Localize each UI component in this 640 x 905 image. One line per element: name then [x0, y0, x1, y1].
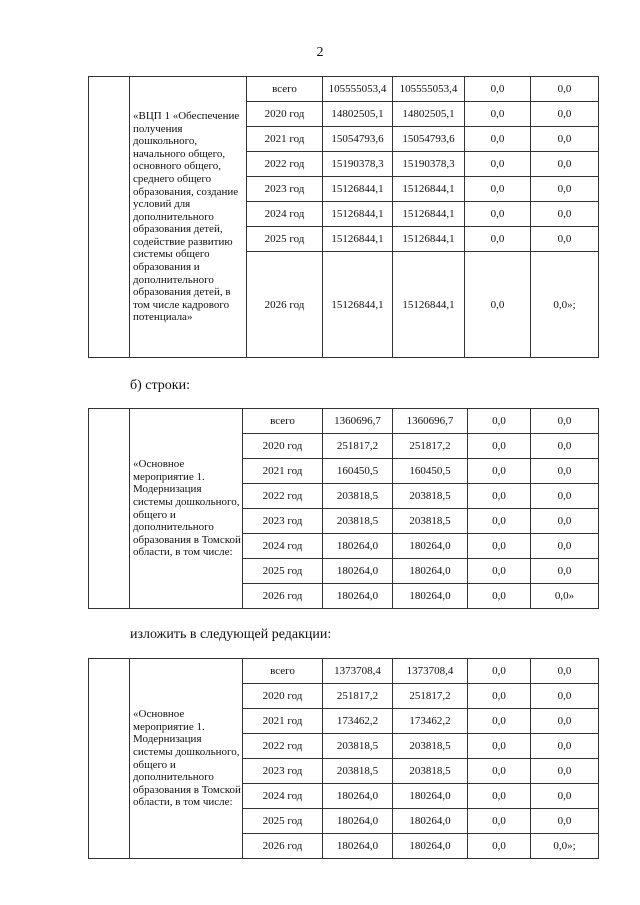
federal-budget-cell: 0,0 — [465, 177, 531, 202]
federal-budget-cell: 0,0 — [465, 152, 531, 177]
other-sources-cell: 0,0 — [531, 127, 599, 152]
federal-budget-cell: 0,0 — [468, 559, 531, 584]
budget-table-old-measure — [88, 408, 599, 609]
empty-cell — [89, 409, 130, 609]
regional-budget-cell: 14802505,1 — [393, 102, 465, 127]
budget-table-vcp1 — [88, 76, 599, 358]
federal-budget-cell: 0,0 — [465, 102, 531, 127]
total-cell: 180264,0 — [323, 834, 393, 859]
regional-budget-cell: 15126844,1 — [393, 202, 465, 227]
year-cell: 2022 год — [243, 734, 323, 759]
other-sources-cell: 0,0 — [531, 459, 599, 484]
total-cell: 251817,2 — [323, 434, 393, 459]
total-cell: 15190378,3 — [323, 152, 393, 177]
year-cell: 2026 год — [247, 252, 323, 358]
total-cell: 14802505,1 — [323, 102, 393, 127]
other-sources-cell: 0,0 — [531, 559, 599, 584]
other-sources-cell: 0,0 — [531, 709, 599, 734]
regional-budget-cell: 1360696,7 — [393, 409, 468, 434]
other-sources-cell: 0,0 — [531, 809, 599, 834]
year-cell: 2020 год — [247, 102, 323, 127]
year-cell: 2025 год — [243, 559, 323, 584]
other-sources-cell: 0,0»; — [531, 252, 599, 358]
year-cell: 2023 год — [243, 509, 323, 534]
regional-budget-cell: 160450,5 — [393, 459, 468, 484]
table-row — [89, 659, 599, 684]
other-sources-cell: 0,0 — [531, 202, 599, 227]
federal-budget-cell: 0,0 — [468, 484, 531, 509]
other-sources-cell: 0,0 — [531, 434, 599, 459]
regional-budget-cell: 203818,5 — [393, 509, 468, 534]
other-sources-cell: 0,0 — [531, 784, 599, 809]
regional-budget-cell: 15126844,1 — [393, 227, 465, 252]
total-cell: 15054793,6 — [323, 127, 393, 152]
regional-budget-cell: 251817,2 — [393, 434, 468, 459]
regional-budget-cell: 203818,5 — [393, 734, 468, 759]
other-sources-cell: 0,0 — [531, 659, 599, 684]
measure-name-cell: «Основное мероприятие 1. Модернизация системы дошкольного, общего и дополнительного образования в Томской области, в том числе: — [130, 409, 243, 609]
measure-name-cell: «Основное мероприятие 1. Модернизация системы дошкольного, общего и дополнительного образования в Томской области, в том числе: — [130, 659, 243, 859]
total-cell: 180264,0 — [323, 809, 393, 834]
federal-budget-cell: 0,0 — [465, 252, 531, 358]
regional-budget-cell: 15190378,3 — [393, 152, 465, 177]
other-sources-cell: 0,0 — [531, 484, 599, 509]
empty-cell — [89, 77, 130, 358]
budget-table-new-measure — [88, 658, 599, 859]
regional-budget-cell: 105555053,4 — [393, 77, 465, 102]
year-cell: 2025 год — [247, 227, 323, 252]
regional-budget-cell: 180264,0 — [393, 834, 468, 859]
total-cell: 160450,5 — [323, 459, 393, 484]
regional-budget-cell: 180264,0 — [393, 784, 468, 809]
federal-budget-cell: 0,0 — [468, 459, 531, 484]
federal-budget-cell: 0,0 — [468, 809, 531, 834]
replace-label: изложить в следующей редакции: — [130, 627, 332, 642]
total-cell: 15126844,1 — [323, 202, 393, 227]
federal-budget-cell: 0,0 — [468, 684, 531, 709]
federal-budget-cell: 0,0 — [468, 434, 531, 459]
other-sources-cell: 0,0 — [531, 734, 599, 759]
regional-budget-cell: 251817,2 — [393, 684, 468, 709]
federal-budget-cell: 0,0 — [468, 759, 531, 784]
total-cell: 203818,5 — [323, 759, 393, 784]
total-cell: 1373708,4 — [323, 659, 393, 684]
total-cell: 173462,2 — [323, 709, 393, 734]
year-cell: 2024 год — [247, 202, 323, 227]
table-row — [89, 77, 599, 102]
total-cell: 180264,0 — [323, 559, 393, 584]
federal-budget-cell: 0,0 — [468, 834, 531, 859]
year-cell: 2022 год — [247, 152, 323, 177]
year-cell: 2023 год — [243, 759, 323, 784]
federal-budget-cell: 0,0 — [468, 659, 531, 684]
year-cell: 2024 год — [243, 784, 323, 809]
regional-budget-cell: 1373708,4 — [393, 659, 468, 684]
other-sources-cell: 0,0» — [531, 584, 599, 609]
year-cell: всего — [247, 77, 323, 102]
other-sources-cell: 0,0 — [531, 102, 599, 127]
regional-budget-cell: 15054793,6 — [393, 127, 465, 152]
regional-budget-cell: 203818,5 — [393, 484, 468, 509]
federal-budget-cell: 0,0 — [468, 584, 531, 609]
year-cell: 2021 год — [247, 127, 323, 152]
federal-budget-cell: 0,0 — [465, 227, 531, 252]
other-sources-cell: 0,0»; — [531, 834, 599, 859]
year-cell: 2020 год — [243, 684, 323, 709]
federal-budget-cell: 0,0 — [468, 509, 531, 534]
total-cell: 1360696,7 — [323, 409, 393, 434]
regional-budget-cell: 180264,0 — [393, 559, 468, 584]
federal-budget-cell: 0,0 — [465, 127, 531, 152]
year-cell: 2026 год — [243, 834, 323, 859]
regional-budget-cell: 180264,0 — [393, 534, 468, 559]
other-sources-cell: 0,0 — [531, 227, 599, 252]
total-cell: 180264,0 — [323, 584, 393, 609]
year-cell: 2022 год — [243, 484, 323, 509]
total-cell: 15126844,1 — [323, 252, 393, 358]
regional-budget-cell: 180264,0 — [393, 809, 468, 834]
regional-budget-cell: 203818,5 — [393, 759, 468, 784]
total-cell: 203818,5 — [323, 734, 393, 759]
year-cell: 2021 год — [243, 709, 323, 734]
federal-budget-cell: 0,0 — [468, 709, 531, 734]
total-cell: 180264,0 — [323, 534, 393, 559]
year-cell: 2024 год — [243, 534, 323, 559]
federal-budget-cell: 0,0 — [468, 734, 531, 759]
other-sources-cell: 0,0 — [531, 409, 599, 434]
empty-cell — [89, 659, 130, 859]
total-cell: 180264,0 — [323, 784, 393, 809]
federal-budget-cell: 0,0 — [468, 409, 531, 434]
total-cell: 251817,2 — [323, 684, 393, 709]
other-sources-cell: 0,0 — [531, 684, 599, 709]
year-cell: 2020 год — [243, 434, 323, 459]
federal-budget-cell: 0,0 — [465, 77, 531, 102]
year-cell: 2023 год — [247, 177, 323, 202]
table-row — [89, 409, 599, 434]
section-b-label: б) строки: — [130, 378, 190, 393]
federal-budget-cell: 0,0 — [465, 202, 531, 227]
year-cell: 2025 год — [243, 809, 323, 834]
regional-budget-cell: 173462,2 — [393, 709, 468, 734]
other-sources-cell: 0,0 — [531, 177, 599, 202]
total-cell: 105555053,4 — [323, 77, 393, 102]
year-cell: 2021 год — [243, 459, 323, 484]
other-sources-cell: 0,0 — [531, 509, 599, 534]
total-cell: 15126844,1 — [323, 177, 393, 202]
regional-budget-cell: 15126844,1 — [393, 252, 465, 358]
year-cell: 2026 год — [243, 584, 323, 609]
total-cell: 203818,5 — [323, 484, 393, 509]
other-sources-cell: 0,0 — [531, 534, 599, 559]
regional-budget-cell: 15126844,1 — [393, 177, 465, 202]
year-cell: всего — [243, 659, 323, 684]
federal-budget-cell: 0,0 — [468, 534, 531, 559]
regional-budget-cell: 180264,0 — [393, 584, 468, 609]
other-sources-cell: 0,0 — [531, 77, 599, 102]
program-name-cell: «ВЦП 1 «Обеспечение получения дошкольного, начального общего, основного общего, среднего общего образования, создание условий для дополнительного образования детей, содействие развитию системы общего образования и дополнительного образования детей, в том числе кадрового потенциала» — [130, 77, 247, 358]
page-number: 2 — [316, 45, 324, 60]
total-cell: 203818,5 — [323, 509, 393, 534]
total-cell: 15126844,1 — [323, 227, 393, 252]
year-cell: всего — [243, 409, 323, 434]
other-sources-cell: 0,0 — [531, 152, 599, 177]
other-sources-cell: 0,0 — [531, 759, 599, 784]
federal-budget-cell: 0,0 — [468, 784, 531, 809]
